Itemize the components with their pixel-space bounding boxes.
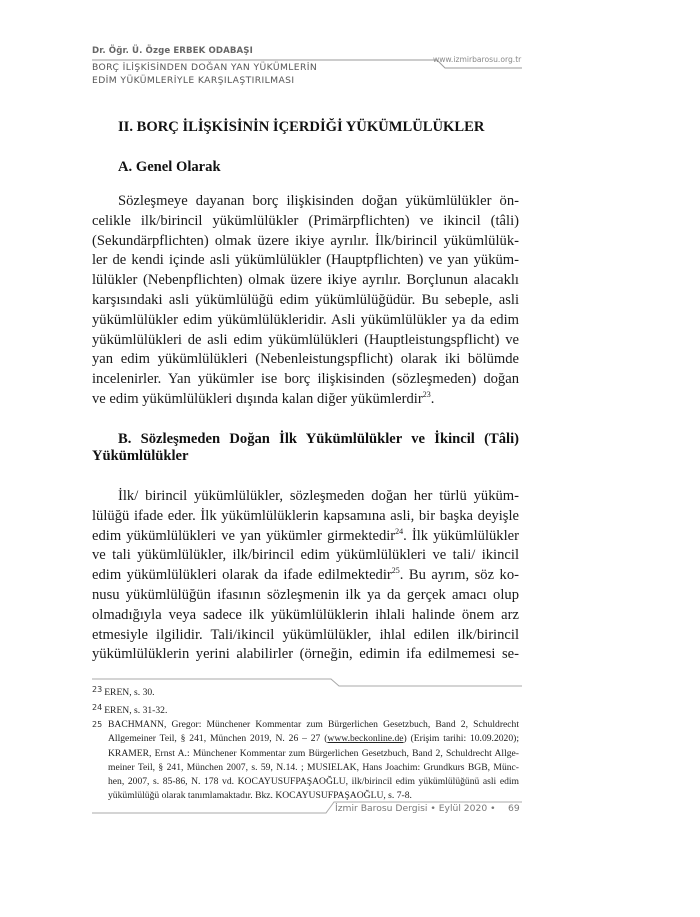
footnote-text: EREN, s. 30. [104,687,155,698]
text-line: Sözleşmeye dayanan borç ilişkisinden doğan yükümlülükler ön- [118,193,519,209]
text-line-content: ve edim yükümlülükleri dışında kalan diğer yükümlerdir [92,390,423,407]
text-line: yükümlülükler edim yükümlülükleridir. Asli yükümlülükler ya da edim [92,311,519,328]
text-line-content: edim yükümlülükleri ve yan yükümler girmektedir [92,527,396,544]
section-heading: II. BORÇ İLİŞKİSİNİN İÇERDİĞİ YÜKÜMLÜLÜKLER [118,119,485,135]
footnote-link[interactable]: www.beckonline.de [327,733,404,745]
footnote-text: Allgemeiner Teil, § 241, München 2019, N. 26 – 27 ( [108,733,328,745]
subsection-b-heading [92,431,519,465]
text-line: lülükler (Nebenpflichten) olmak üzere ikiye ayrılır. Borçlunun alacaklı [92,272,519,289]
footnote-ref-24[interactable]: 24 [395,526,404,536]
text-line-content: edim yükümlülükleri olarak da ifade edilmektedir [92,567,392,584]
subsection-b-heading-line2: Yükümlülükler [92,448,189,464]
text-line: karşısındaki asli yükümlülüğü edim yükümlülüğüdür. Bu sebeple, asli [92,291,519,308]
footnote-line: hen, 2007, s. 85-86, N. 178 vd. KOCAYUSUFPAŞAOĞLU, ilk/birincil edim yükümlülüğünü asli edim [108,776,519,788]
text-line: nusu yükümlülüğün ifasının sözleşmenin ilk ya da gerçek amacı olup [92,586,519,603]
footnote-number: 25 [92,720,103,729]
text-line: celikle ilk/birincil yükümlülükler (Primärpflichten) ve ikincil (tâli) [92,212,519,229]
footnote-line [92,718,519,732]
text-line: ler de kendi içinde asli yükümlülükler (Hauptpflichten) ve yan yüküm- [92,252,519,269]
footnote-text: BACHMANN, Gregor: Münchener Kommentar zum Bürgerlichen Gesetzbuch, Band 2, Schuldrecht [108,719,519,730]
footnote-line: meiner Teil, § 241, München 2007, s. 59, N.14. ; MUSIELAK, Hans Joachim: Grundkurs BGB, Münc- [108,761,519,773]
subsection-a-heading: A. Genel Olarak [118,159,221,175]
footnote-text: ) (Erişim tarihi: 10.09.2020); [403,733,519,745]
footnote-number: 24 [92,703,103,712]
text-line-content: . İlk yükümlülükler [403,527,519,544]
text-line: (Sekundärpflichten) olmak üzere ikiye ayrılır. İlk/birincil yükümlülük- [92,232,519,249]
header-title-line2: EDİM YÜKÜMLERİYLE KARŞILAŞTIRILMASI [92,75,295,86]
footer-journal: İzmir Barosu Dergisi • Eylül 2020 • [335,803,496,814]
footnote-23 [92,683,519,700]
page-number: 69 [508,803,520,814]
footnote-line [92,732,519,746]
footnote-number: 23 [92,685,103,694]
header-title-line1: BORÇ İLİŞKİSİNDEN DOĞAN YAN YÜKÜMLERİN [92,62,318,73]
text-line [92,566,519,586]
subsection-a-paragraph [92,192,519,410]
text-line [92,527,519,547]
footnote-25 [92,718,519,804]
text-line: ve edim yükümlülükleri dışında kalan diğer yükümlerdir$^{23}$. [92,389,435,407]
text-line: etmesiyle ilgilidir. Tali/ikincil yükümlülükler, ihlal edilen ilk/birincil [92,626,519,643]
footnote-text: EREN, s. 31-32. [104,705,168,716]
text-line: incelenirler. Yan yükümler ise borç ilişkisinden (sözleşmeden) doğan [92,371,519,388]
text-line: yan edim yükümlülükleri (Nebenleistungspflicht) olarak iki bölümde [92,351,519,368]
text-line: lülüğü ifade eder. İlk yükümlülüklerin kapsamına asli, bir başka deyişle [92,507,519,524]
text-line: ve tali yükümlülükler, ilk/birincil edim yükümlülükleri ve tali/ ikincil [92,547,519,564]
footnote-ref-25[interactable]: 25 [391,566,400,576]
subsection-b-heading-line1: B. Sözleşmeden Doğan İlk Yükümlülükler ve İkincil (Tâli) [118,431,519,447]
footnote-ref-23[interactable]: 23 [422,389,431,399]
footnote-line: KRAMER, Ernst A.: Münchener Kommentar zum Bürgerlichen Gesetzbuch, Band 2, Schuldrecht Allge- [108,747,519,759]
text-line: İlk/ birincil yükümlülükler, sözleşmeden doğan her türlü yüküm- [118,488,519,504]
footnote-line: yükümlülüğü olarak tanımlamaktadır. Bkz. KOCAYUSUFPAŞAOĞLU, s. 7-8. [108,790,412,802]
text-line: olmadığıyla veya sadece ilk yükümlülüklerin ihlali halinde önem arz [92,606,519,623]
text-line: yükümlülüklerin yerini alabilirler (örneğin, edimin ifa edilmemesi se- [92,646,519,663]
footnote-24 [92,701,519,718]
header-website: www.izmirbarosu.org.tr [433,55,522,64]
text-line: yükümlülükleri de asli edim yükümlülükleri (Hauptleistungspflicht) ve [92,331,519,348]
subsection-b-paragraph [92,487,519,665]
text-line-content: . Bu ayrım, söz ko- [399,567,519,584]
header-author: Dr. Öğr. Ü. Özge ERBEK ODABAŞI [92,46,253,56]
